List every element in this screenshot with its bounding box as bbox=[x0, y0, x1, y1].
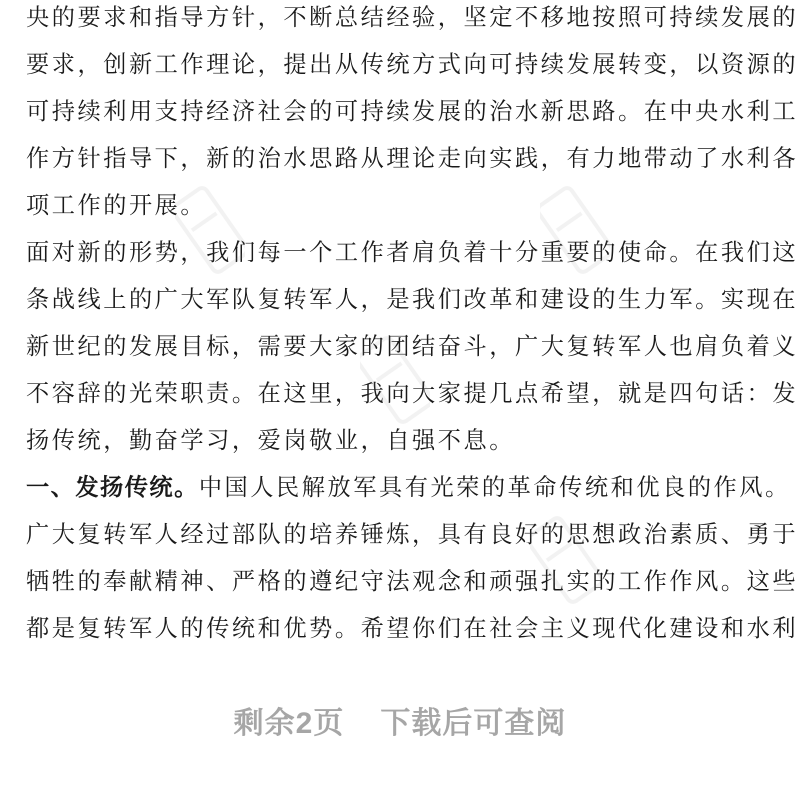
paragraph-1-line-1: 央的要求和指导方针，不断总结经验，坚定不移地按照可持续发展的 bbox=[26, 4, 799, 31]
paragraph-1-line-4: 作方针指导下，新的治水思路从理论走向实践，有力地带动了水利各 bbox=[26, 145, 799, 172]
paragraph-3-line-1 bbox=[26, 470, 791, 506]
paragraph-2-line-3: 新世纪的发展目标，需要大家的团结奋斗，广大复转军人也肩负着义 bbox=[26, 333, 799, 360]
paragraph-3-line-2: 广大复转军人经过部队的培养锤炼，具有良好的思想政治素质、勇于 bbox=[26, 521, 799, 548]
paragraph-2-line-5: 扬传统，勤奋学习，爱岗敬业，自强不息。 bbox=[26, 427, 516, 454]
download-prompt-label: 下载后可查阅 bbox=[380, 707, 567, 740]
paragraph-1-line-5: 项工作的开展。 bbox=[26, 192, 207, 219]
remaining-pages-label: 剩余2页 bbox=[233, 707, 345, 740]
paragraph-2-line-2: 条战线上的广大军队复转军人，是我们改革和建设的生力军。实现在 bbox=[26, 286, 799, 313]
section-heading: 一、发扬传统。 bbox=[26, 474, 199, 501]
section-heading-rest: 中国人民解放军具有光荣的革命传统和优良的作风。 bbox=[198, 474, 791, 501]
paragraph-1-line-2: 要求，创新工作理论，提出从传统方式向可持续发展转变，以资源的 bbox=[26, 51, 799, 78]
paragraph-3-line-4: 都是复转军人的传统和优势。希望你们在社会主义现代化建设和水利 bbox=[26, 615, 799, 642]
paragraph-3-line-3: 牺牲的奉献精神、严格的遵纪守法观念和顽强扎实的工作作风。这些 bbox=[26, 568, 799, 595]
remaining-pages-notice[interactable] bbox=[0, 700, 800, 748]
paragraph-1-line-3: 可持续利用支持经济社会的可持续发展的治水新思路。在中央水利工 bbox=[26, 98, 799, 125]
paragraph-2-line-1: 面对新的形势，我们每一个工作者肩负着十分重要的使命。在我们这 bbox=[26, 239, 799, 266]
paragraph-2-line-4: 不容辞的光荣职责。在这里，我向大家提几点希望，就是四句话：发 bbox=[26, 380, 799, 407]
